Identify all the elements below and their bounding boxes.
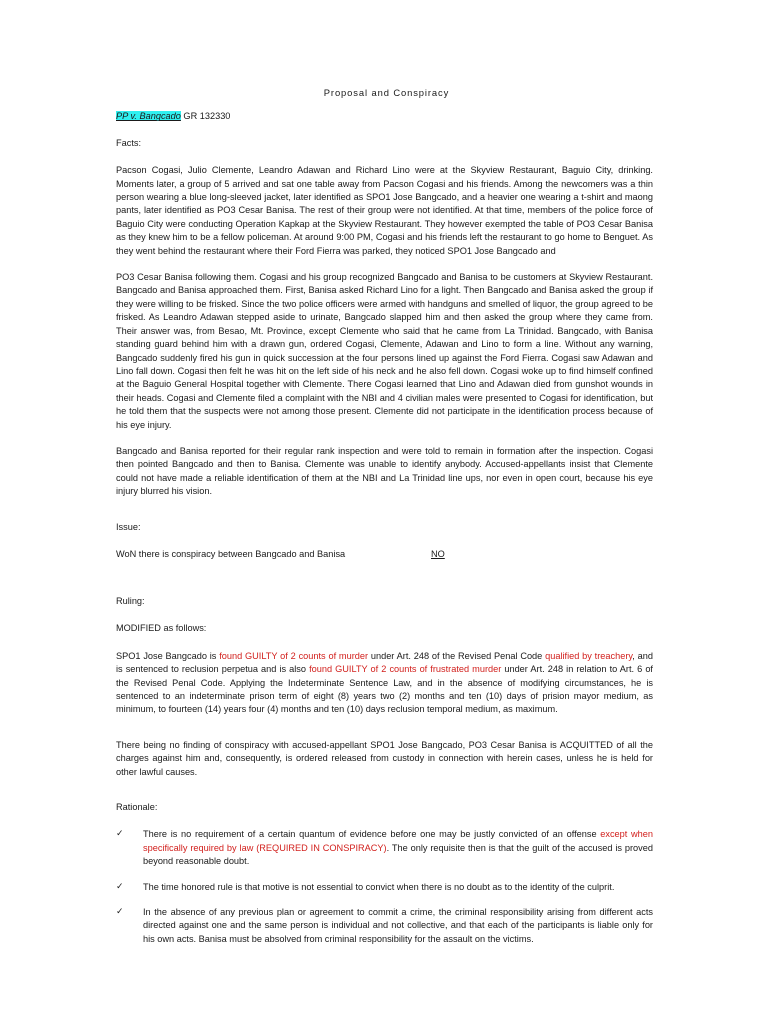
rationale-text-a: There is no requirement of a certain quantum of evidence before one may be justly convicted of an offense xyxy=(143,829,601,840)
ruling-paragraph-1 xyxy=(116,650,653,717)
rationale-item-3 xyxy=(116,906,653,946)
rationale-item-2 xyxy=(116,881,653,894)
rationale-item-text xyxy=(143,828,653,868)
checkmark-icon: ✓ xyxy=(116,829,124,840)
case-name-highlight: PP v. Bangcado xyxy=(116,111,181,122)
rationale-item-text: The time honored rule is that motive is not essential to convict when there is no doubt as to the identity of the culprit. xyxy=(143,881,615,892)
issue-heading: Issue: xyxy=(116,521,141,532)
facts-paragraph-3: Bangcado and Banisa reported for their regular rank inspection and were told to remain in formation after the inspection. Cogasi then pointed Bangcado and then to Banisa. Clemente was unable to identify anybody. Accused-appellants insist that Clemente could not have made a reliable identification of them at the NBI and La Trinidad line ups, nor even in open court, because his eye injury blurred his vision. xyxy=(116,445,653,497)
ruling-text-e: , and is sentenced to reclusion perpetua and is also xyxy=(116,650,653,675)
ruling-text-g: under Art. 248 in relation to Art. 6 of the Revised Penal Code. Applying the Indeterminate Sentence Law, and in the absence of modifying circumstances, he is sentenced to an indeterminate prison term of eight (8) years two (2) months and ten (10) days of prision mayor medium, as minimum, to fourteen (14) years four (4) months and ten (10) days reclusion temporal medium, as maximum. xyxy=(116,664,653,715)
spacer xyxy=(116,779,653,801)
case-number: GR 132330 xyxy=(180,111,231,122)
ruling-text-a: SPO1 Jose Bangcado is xyxy=(116,650,220,661)
spacer xyxy=(116,717,653,739)
document-title: Proposal and Conspiracy xyxy=(323,87,450,98)
rationale-heading: Rationale: xyxy=(116,802,158,813)
ruling-text-c: under Art. 248 of the Revised Penal Code xyxy=(368,650,546,661)
facts-paragraph-2: PO3 Cesar Banisa following them. Cogasi and his group recognized Bangcado and Banisa to be customers at Skyview Restaurant. Bangcado and Banisa approached them. First, Banisa asked Richard Lino for a light. Then Bangcado and Banisa asked the group if they were willing to be frisked. Since the two police officers were armed with handguns and smelled of liquor, the group agreed to be frisked. As Leandro Adawan stepped aside to urinate, Bangcado slapped him and then asked the group where they came from. Their answer was, from Besao, Mt. Province, except Clemente who said that he came from La Trinidad. Bangcado, with Banisa standing guard behind him with a drawn gun, ordered Cogasi, Clemente, Adawan and Lino to form a line. Without any warning, Bangcado suddenly fired his gun in quick succession at the four persons lined up against the Ford Fierra. Cogasi saw Adawan and Lino fall down. Cogasi then felt he was hit on the left side of his neck and he also fell down. Cogasi woke up to find himself confined at the Baguio General Hospital together with Clemente. There Cogasi learned that Lino and Adawan died from gunshot wounds in their heads. Cogasi and Clemente filed a complaint with the NBI and 4 civilian males were presented to Cogasi for identification, but he told them that the suspects were not among those present. Clemente did not participate in the identification process because of his eye injury. xyxy=(116,272,653,430)
checkmark-icon: ✓ xyxy=(116,881,124,892)
facts-paragraph-1: Pacson Cogasi, Julio Clemente, Leandro Adawan and Richard Lino were at the Skyview Restaurant, Baguio City, drinking. Moments later, a group of 5 arrived and sat one table away from Pacson Cogasi and his friends. Among the newcomers was a thin person wearing a blue long-sleeved jacket, later identified as SPO1 Jose Bangcado, and a heavier one wearing a t-shirt and maong pants, later identified as PO3 Cesar Banisa. The rest of their group were not identified. At that time, members of the police force of Baguio City were conducting Operation Kapkap at the Skyview Restaurant. They however exempted the table of PO3 Cesar Banisa as they knew him to be a fellow policeman. At around 9:00 PM, Cogasi and his friends left the restaurant to go home to Benguet. As they went behind the restaurant where their Ford Fierra was parked, they noticed SPO1 Jose Bangcado and xyxy=(116,165,653,256)
ruling-treachery: qualified by treachery xyxy=(545,650,633,661)
ruling-intro: MODIFIED as follows: xyxy=(116,623,207,634)
facts-heading: Facts: xyxy=(116,137,142,148)
issue-row xyxy=(116,548,653,562)
rationale-item-1 xyxy=(116,828,653,868)
case-citation xyxy=(116,110,653,123)
issue-question: WoN there is conspiracy between Bangcado and Banisa xyxy=(116,548,346,559)
checkmark-icon: ✓ xyxy=(116,907,124,918)
spacer xyxy=(116,499,653,521)
document-body xyxy=(116,86,653,958)
rationale-text-c: . The only requisite then is that the guilt of the accused is proved beyond reasonable doubt. xyxy=(143,842,653,867)
rationale-item-text: In the absence of any previous plan or agreement to commit a crime, the criminal responsibility arising from different acts directed against one and the same person is individual and not collective, and that each of the participants is liable only for his own acts. Banisa must be absolved from criminal responsibility for the assault on the victims. xyxy=(143,907,653,944)
issue-answer: NO xyxy=(431,548,445,559)
rationale-exception: except when specifically required by law (REQUIRED IN CONSPIRACY) xyxy=(143,829,653,853)
ruling-guilty-murder: found GUILTY of 2 counts of murder xyxy=(219,650,369,661)
rationale-list xyxy=(116,828,653,946)
ruling-heading: Ruling: xyxy=(116,595,145,606)
ruling-paragraph-2: There being no finding of conspiracy with accused-appellant SPO1 Jose Bangcado, PO3 Cesar Banisa is ACQUITTED of all the charges against him and, consequently, is ordered released from custody in connection with herein cases, unless he is held for other lawful causes. xyxy=(116,739,653,777)
ruling-guilty-frustrated-murder: found GUILTY of 2 counts of frustrated murder xyxy=(309,664,502,675)
